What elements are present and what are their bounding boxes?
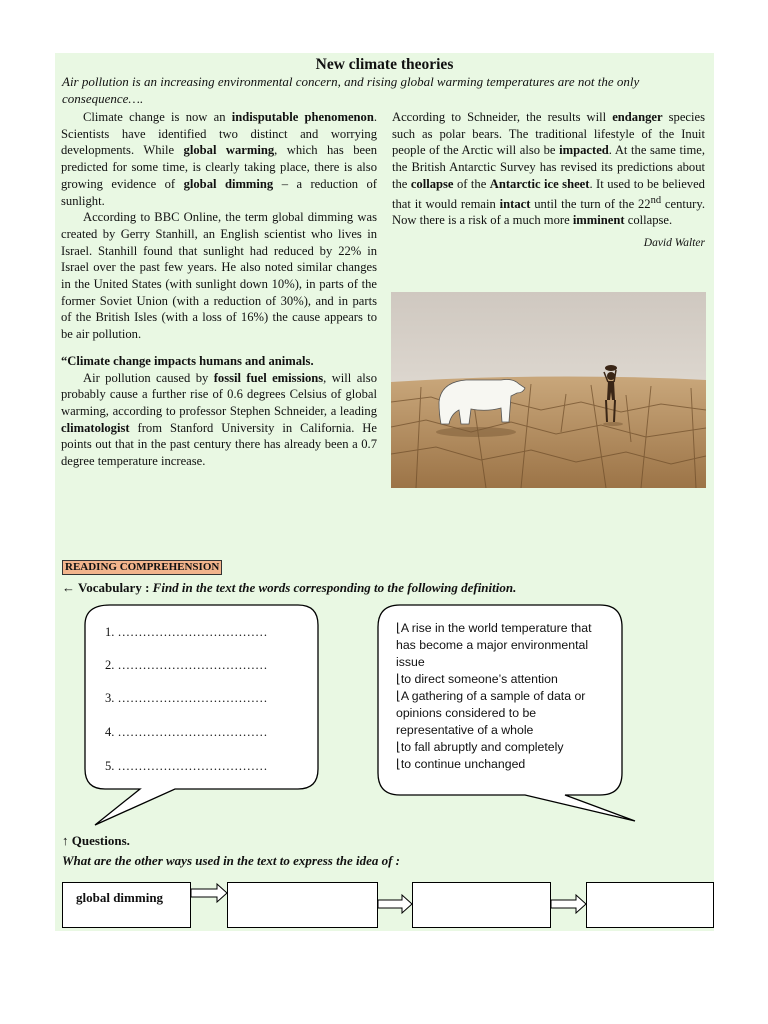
definition-item [396, 620, 608, 671]
bracket-icon: ⌊ [396, 621, 401, 635]
arrow-right-icon [191, 882, 229, 906]
left-column [61, 109, 377, 470]
text: , will also probably cause a further rise of 0.6 degrees Celsius of global warming, according to professor Stephen Schneider, a leading [61, 370, 377, 418]
bracket-icon: ⌊ [396, 672, 401, 686]
blank-line-2[interactable]: 2. ……………………………… [105, 658, 268, 672]
arrow-right-icon [551, 893, 588, 917]
questions-heading [62, 833, 130, 849]
keyword: fossil fuel emissions [213, 370, 324, 385]
right-column [392, 109, 705, 252]
blank-line-5[interactable]: 5. ……………………………… [105, 759, 268, 773]
text: century. Now there is a risk of a much more [392, 196, 705, 228]
cartoon-image [391, 292, 706, 488]
article-intro: Air pollution is an increasing environmental concern, and rising global warming temperatures are not the only consequence…. [62, 74, 640, 106]
text: . At the same time, the British Antarctic Survey has revised its predictions about the [392, 143, 705, 191]
text: , which has been predicted for some time, is clearly taking place, there is also growing evidence of [61, 143, 378, 191]
reading-comprehension-label: READING COMPREHENSION [62, 560, 222, 575]
definition-item [396, 688, 608, 739]
arrow-right-icon [378, 893, 414, 917]
text: Air pollution caused by [83, 370, 214, 385]
answer-box-1[interactable] [227, 882, 378, 928]
paragraph-2: According to BBC Online, the term global dimming was created by Gerry Stanhill, an English scientist who lives in Israel. Stanhill found that sunlight had reduced by 22% in Israel over the past few years. He also noted similar changes in the United States (with sunlight down 10%), in parts of the former Soviet Union (with a reduction of 30%), and in parts of the British Isles (with a loss of 16%) the cause appears to be air pollution. [61, 210, 377, 342]
blank-line-3[interactable]: 3. ……………………………… [105, 691, 268, 705]
text: species such as polar bears. The traditional lifestyle of the Inuit people of the Arctic will also be [392, 110, 706, 158]
definition-text: to fall abruptly and completely [400, 740, 564, 754]
bracket-icon: ⌊ [396, 740, 401, 754]
text: According to Schneider, the results will [392, 110, 613, 124]
questions-title: Questions. [71, 833, 130, 848]
arrow-left-icon: ← [62, 580, 75, 595]
text: – a reduction of sunlight. [61, 176, 377, 208]
text: . Scientists have identified two distinct and worrying developments. While [61, 110, 377, 158]
definition-text: to continue unchanged [400, 757, 526, 771]
section-subhead: “Climate change impacts humans and animals. [61, 353, 314, 368]
global-dimming-box: global dimming [62, 882, 191, 928]
definition-item [396, 756, 608, 773]
text: . It used to be believed that it would remain [392, 176, 705, 211]
blank-line-1[interactable]: 1. ……………………………… [105, 625, 268, 639]
text: until the turn of the 22 [530, 196, 651, 211]
author-signature: David Walter [643, 237, 705, 250]
bracket-icon: ⌊ [396, 757, 401, 771]
vocabulary-heading [62, 580, 516, 596]
vocabulary-title: Vocabulary : [78, 580, 150, 595]
keyword: imminent [572, 213, 625, 228]
keyword: climatologist [61, 420, 130, 435]
text: of the [453, 176, 490, 191]
paragraph-1 [61, 109, 377, 209]
definition-text: to direct someone’s attention [400, 672, 558, 686]
definition-text: A rise in the world temperature that has become a major environmental issue [396, 621, 592, 669]
vocabulary-task: Find in the text the words corresponding to the following definition. [152, 580, 517, 595]
text: from Stanford University in California. He points out that in the past century there has already been a 0.7 degree temperature increase. [61, 420, 377, 469]
definition-item [396, 739, 608, 756]
arrow-up-icon: ↑ [62, 833, 69, 848]
questions-task: What are the other ways used in the text to express the idea of : [62, 853, 400, 868]
keyword: global warming [183, 143, 275, 158]
keyword: collapse [410, 176, 454, 191]
keyword: endanger [612, 110, 663, 124]
answer-box-2[interactable] [412, 882, 551, 928]
keyword: indisputable phenomenon [231, 110, 374, 124]
article-title: New climate theories [315, 56, 454, 73]
worksheet [55, 53, 714, 931]
paragraph-4 [392, 109, 705, 229]
superscript: nd [650, 194, 662, 206]
paragraph-3 [61, 370, 377, 470]
bracket-icon: ⌊ [396, 689, 401, 703]
text: Climate change is now an [83, 110, 232, 124]
keyword: Antarctic ice sheet [489, 176, 590, 191]
definition-item [396, 671, 608, 688]
answer-box-3[interactable] [586, 882, 714, 928]
definition-text: A gathering of a sample of data or opinions considered to be representative of a whole [396, 689, 586, 737]
text: collapse. [624, 213, 673, 228]
keyword: global dimming [183, 176, 274, 191]
blank-line-4[interactable]: 4. ……………………………… [105, 725, 268, 739]
keyword: impacted [559, 143, 609, 158]
polar-bear-cartoon [391, 292, 706, 488]
definition-list [396, 620, 608, 773]
keyword: intact [499, 196, 531, 211]
